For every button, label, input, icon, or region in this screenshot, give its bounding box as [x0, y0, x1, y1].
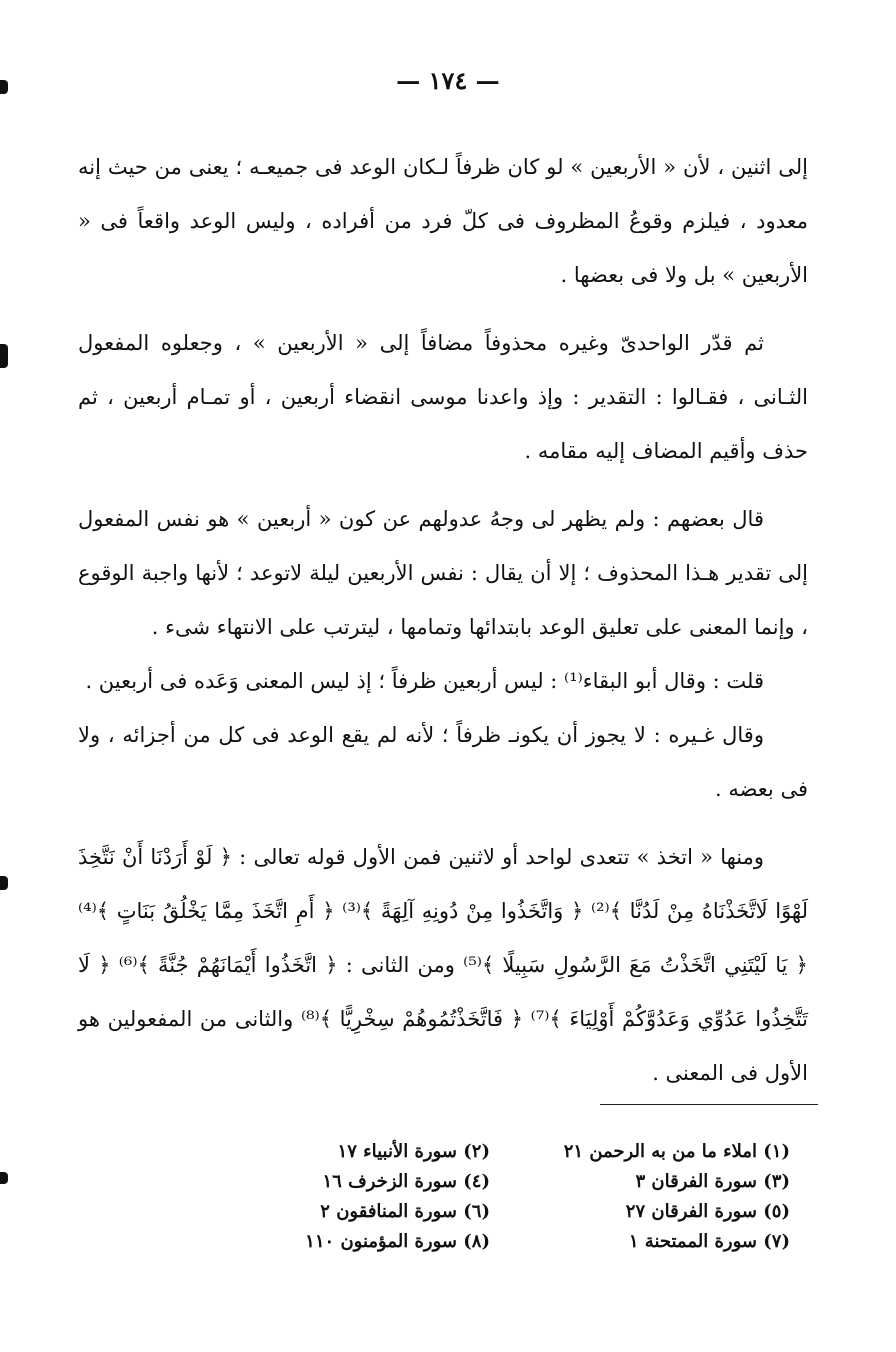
footnote: (٨) سورة المؤمنون ١١٠ [305, 1231, 490, 1252]
footnote: (٤) سورة الزخرف ١٦ [322, 1171, 490, 1192]
paragraph: ثم قدّر الواحدىّ وغيره محذوفاً مضافاً إلى « الأربعين » ، وجعلوه المفعول الثـانى ، فقـالوا : التقدير : وإذ واعدنا موسى انقضاء أربعين ، أو تمـام أربعين ، ثم حذف وأقيم المضاف إليه مقامه . [78, 331, 808, 463]
scan-edge-mark [0, 1172, 8, 1184]
scan-edge-mark [0, 876, 8, 890]
footnote: (٢) سورة الأنبياء ١٧ [337, 1141, 490, 1162]
footnote: (٧) سورة الممتحنة ١ [628, 1231, 790, 1252]
paragraph: قال بعضهم : ولم يظهر لى وجهُ عدولهم عن كون « أربعين » هو نفس المفعول إلى تقدير هـذا المحذوف ؛ إلا أن يقال : نفس الأربعين ليلة لاتوعد ؛ لأنها واجبة الوقوع ، وإنما المعنى على تعليق الوعد بابتدائها وتمامها ، ليترتب على الانتهاء شىء . [78, 507, 808, 639]
paragraph: ومنها « اتخذ » تتعدى لواحد أو لاثنين فمن الأول قوله تعالى : ﴿ لَوْ أَرَدْنَا أَنْ نَتَّخِذَ لَهْوًا لَاتَّخَذْنَاهُ مِنْ لَدُنَّا ﴾⁽²⁾ ﴿ وَاتَّخَذُوا مِنْ دُونِهِ آلِهَةً ﴾⁽³⁾ ﴿ أَمِ اتَّخَذَ مِمَّا يَخْلُقُ بَنَاتٍ ﴾⁽⁴⁾ ﴿ يَا لَيْتَنِي اتَّخَذْتُ مَعَ الرَّسُولِ سَبِيلًا ﴾⁽⁵⁾ ومن الثانى : ﴿ اتَّخَذُوا أَيْمَانَهُمْ جُنَّةً ﴾⁽⁶⁾ ﴿ لَا تَتَّخِذُوا عَدُوِّي وَعَدُوَّكُمْ أَوْلِيَاءَ ﴾⁽⁷⁾ ﴿ فَاتَّخَذْتُمُوهُمْ سِخْرِيًّا ﴾⁽⁸⁾ والثانى من المفعولين هو الأول فى المعنى . [78, 845, 809, 1085]
scan-edge-mark [0, 344, 8, 368]
footnote-divider [600, 1104, 818, 1105]
footnote: (٦) سورة المنافقون ٢ [320, 1201, 490, 1222]
footnote: (٥) سورة الفرقان ٢٧ [625, 1201, 790, 1222]
footnote: (١) املاء ما من به الرحمن ٢١ [563, 1141, 790, 1162]
main-text [78, 140, 808, 1100]
paragraph: وقال غـيره : لا يجوز أن يكونـ ظرفاً ؛ لأنه لم يقع الوعد فى كل من أجزائه ، ولا فى بعضه . [78, 723, 808, 801]
page-number: — ١٧٤ — [396, 66, 500, 95]
paragraph: إلى اثنين ، لأن « الأربعين » لو كان ظرفاً لـكان الوعد فى جميعـه ؛ يعنى من حيث إنه معدود ، فيلزم وقوعُ المظروف فى كلّ فرد من أفراده ، وليس الوعد واقعاً فى « الأربعين » بل ولا فى بعضها . [78, 155, 808, 287]
paragraph: قلت : وقال أبو البقاء⁽¹⁾ : ليس أربعين ظرفاً ؛ إذ ليس المعنى وَعَده فى أربعين . [85, 669, 764, 693]
footnote: (٣) سورة الفرقان ٣ [635, 1171, 790, 1192]
footnotes [230, 1140, 790, 1254]
